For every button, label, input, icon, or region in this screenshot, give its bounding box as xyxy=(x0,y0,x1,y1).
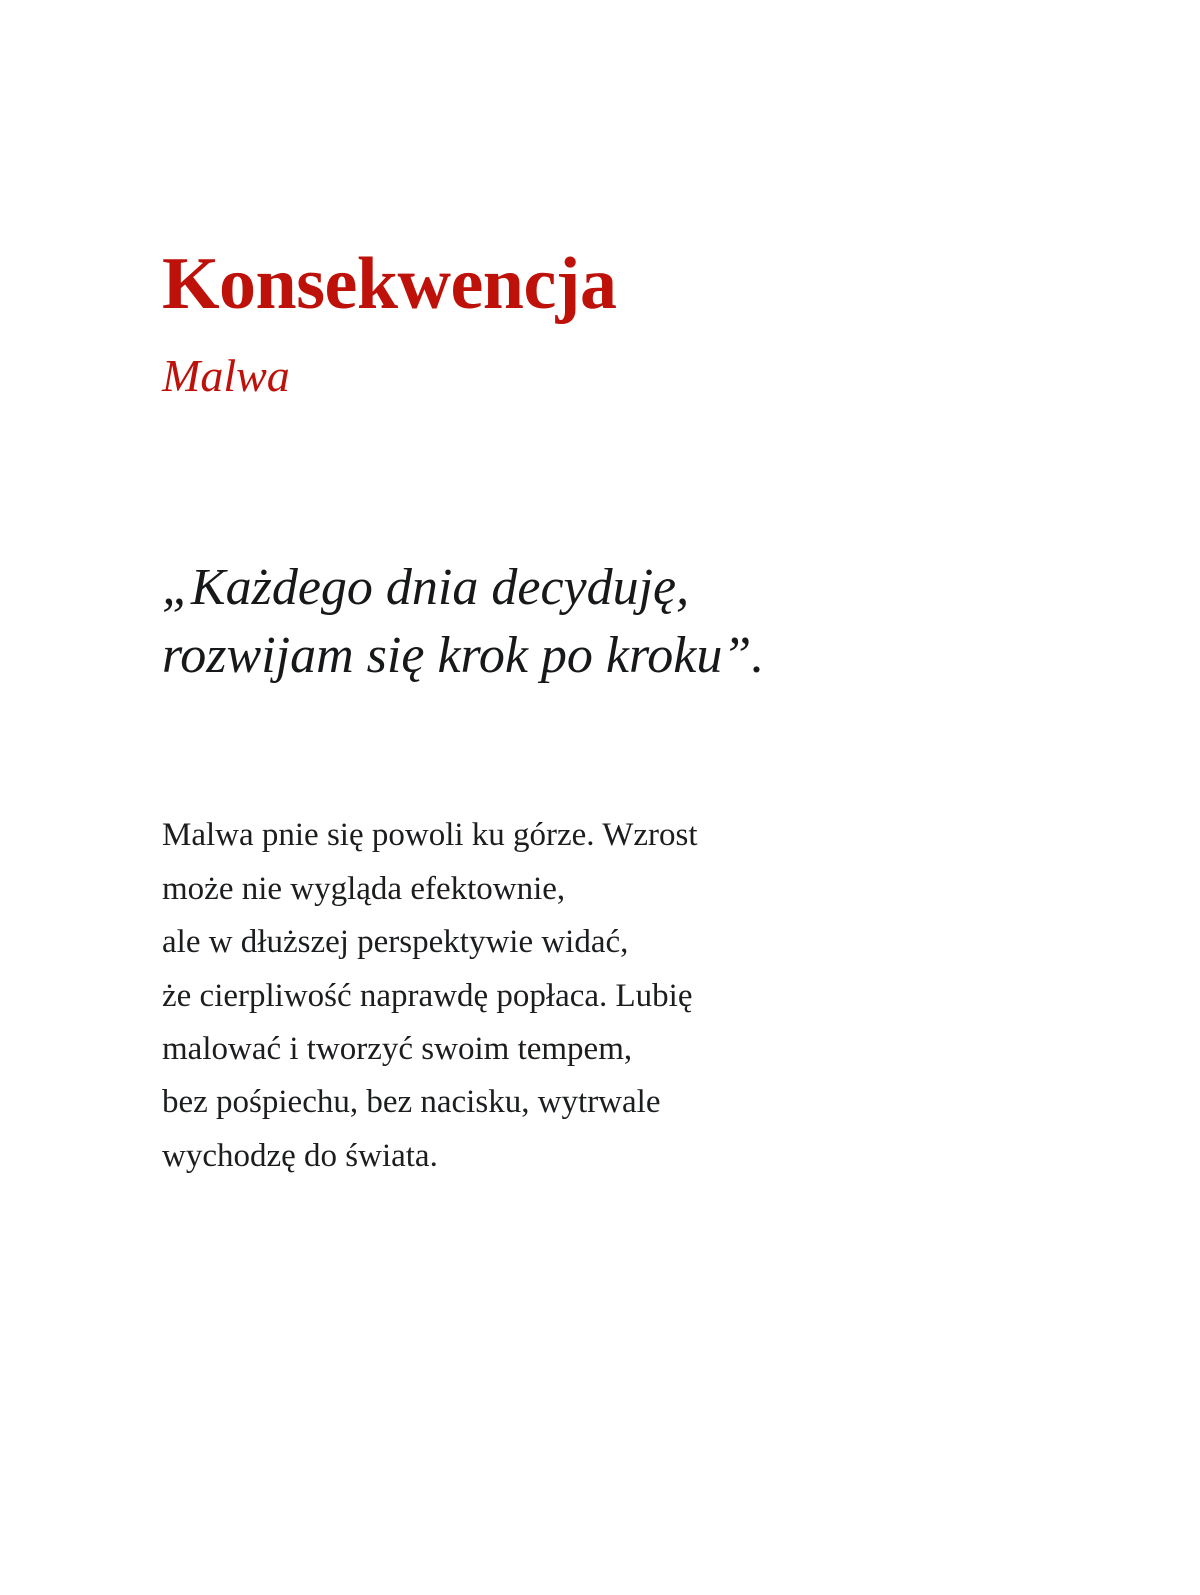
body-line: malować i tworzyć swoim tempem, xyxy=(162,1031,633,1068)
pull-quote-line: rozwijam się krok po kroku”. xyxy=(162,626,765,684)
body-line: może nie wygląda efektownie, xyxy=(162,870,566,907)
body-line: wychodzę do świata. xyxy=(162,1137,438,1174)
body-paragraph xyxy=(162,809,982,1183)
body-line: bez pośpiechu, bez nacisku, wytrwale xyxy=(162,1084,661,1121)
page-subtitle: Malwa xyxy=(162,350,290,402)
body-line: ale w dłuższej perspektywie widać, xyxy=(162,924,629,961)
page-title: Konsekwencja xyxy=(162,243,617,325)
body-line: że cierpliwość naprawdę popłaca. Lubię xyxy=(162,977,693,1014)
body-line: Malwa pnie się powoli ku górze. Wzrost xyxy=(162,817,698,854)
pull-quote xyxy=(162,554,1040,689)
pull-quote-line: „Każdego dnia decyduję, xyxy=(162,559,690,617)
